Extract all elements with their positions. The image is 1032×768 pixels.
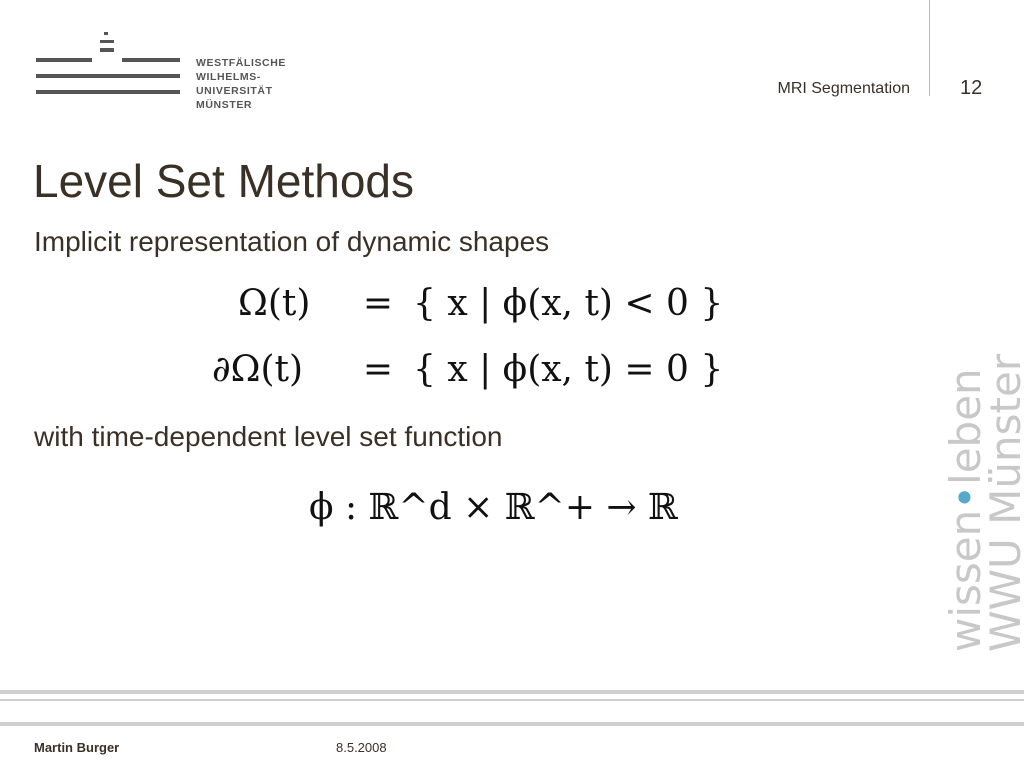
slide-number: 12 (960, 77, 983, 99)
university-logo (34, 30, 334, 111)
footer-rule-top (0, 690, 1024, 694)
university-line1: WESTFÄLISCHE (196, 57, 287, 69)
equation-level-set-function: ϕ : ℝ^d × ℝ^+ → ℝ (309, 487, 678, 528)
equation-omega (238, 283, 723, 324)
watermark-wissen: wissen (941, 509, 990, 652)
slide-title: Level Set Methods (33, 155, 415, 207)
slide-subtitle: Implicit representation of dynamic shapes (34, 226, 550, 257)
university-line2: WILHELMS-UNIVERSITÄT (196, 71, 273, 97)
equation-omega-relation: = (362, 283, 394, 324)
header-divider (929, 0, 930, 96)
equation-boundary (212, 349, 723, 390)
footer-rule-mid (0, 699, 1024, 701)
logo-bars-icon (34, 30, 184, 100)
level-set-text: with time-dependent level set function (34, 421, 503, 452)
university-name (196, 56, 334, 112)
equation-boundary-relation: = (362, 349, 394, 390)
university-line3: MÜNSTER (196, 99, 253, 111)
equation-omega-rhs: { x | ϕ(x, t) < 0 } (413, 283, 724, 324)
author: Martin Burger (34, 740, 120, 755)
footer-rule-bottom (0, 722, 1024, 726)
watermark-wwu: WWU Münster (981, 353, 1030, 652)
equation-boundary-lhs: ∂Ω(t) (212, 349, 304, 390)
wissen-leben-watermark (941, 352, 1032, 652)
equation-omega-lhs: Ω(t) (238, 283, 311, 324)
watermark-leben: leben (941, 368, 990, 485)
date: 8.5.2008 (336, 740, 387, 755)
equation-boundary-rhs: { x | ϕ(x, t) = 0 } (413, 349, 724, 390)
watermark-dot-icon: • (941, 484, 990, 510)
presentation-title: MRI Segmentation (777, 80, 910, 97)
